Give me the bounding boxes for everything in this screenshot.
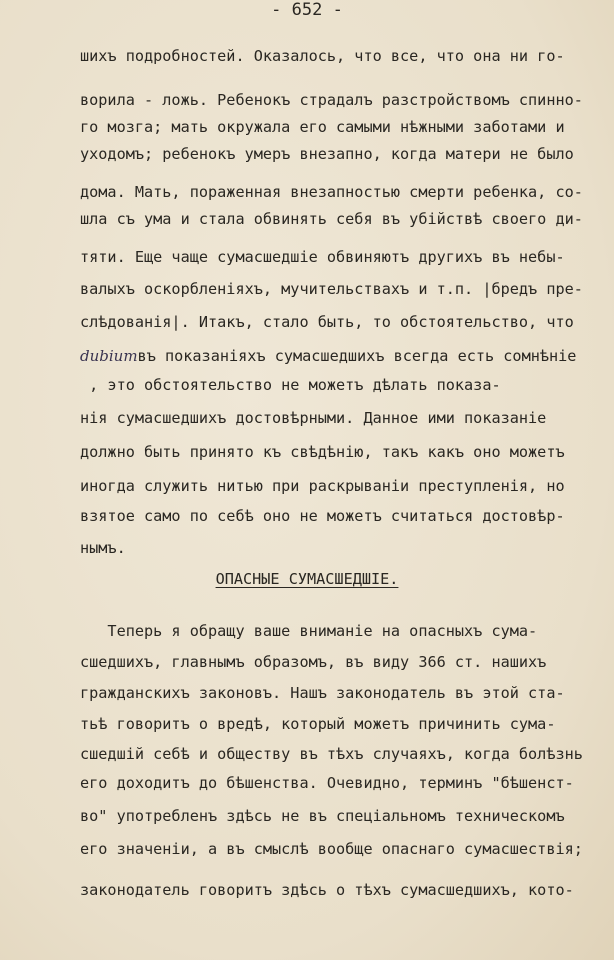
text-line: слѣдованія|. Итакъ, стало быть, то обстоятельство, что [80, 313, 574, 331]
text-line: гражданскихъ законовъ. Нашъ законодатель въ этой ста- [80, 684, 565, 702]
text-line: го мозга; мать окружала его самыми нѣжными заботами и [80, 118, 565, 136]
text-line: валыхъ оскорбленіяхъ, мучительствахъ и т.п. |бредъ пре- [80, 280, 583, 298]
text-line: тяти. Еще чаще сумасшедшіе обвиняютъ другихъ въ небы- [80, 248, 565, 266]
text-line: законодатель говоритъ здѣсь о тѣхъ сумасшедшихъ, кото- [80, 881, 574, 899]
text-line: уходомъ; ребенокъ умеръ внезапно, когда матери не было [80, 145, 574, 163]
text-line: шихъ подробностей. Оказалось, что все, что она ни го- [80, 47, 565, 65]
text-line: dubiumвъ показаніяхъ сумасшедшихъ всегда есть сомнѣніе [80, 347, 577, 365]
text-line: должно быть принято къ свѣдѣнію, такъ какъ оно можетъ [80, 443, 565, 461]
text-line: взятое само по себѣ оно не можетъ считаться достовѣр- [80, 507, 565, 525]
text-line: ворила - ложь. Ребенокъ страдалъ разстройствомъ спинно- [80, 91, 583, 109]
section-heading: ОПАСНЫЕ СУМАСШЕДШІЕ. [215, 570, 399, 588]
text-line: его доходитъ до бѣшенства. Очевидно, терминъ "бѣшенст- [80, 774, 574, 792]
handwritten-insertion: dubium [80, 347, 138, 365]
page-number: - 652 - [271, 0, 343, 20]
text-line: его значеніи, а въ смыслѣ вообще опаснаго сумасшествія; [80, 840, 583, 858]
text-line: нымъ. [80, 539, 126, 557]
text-line: , это обстоятельство не можетъ дѣлать показа- [80, 376, 501, 394]
text-line: иногда служить нитью при раскрываніи преступленія, но [80, 477, 565, 495]
text-line: во" употребленъ здѣсь не въ спеціальномъ техническомъ [80, 807, 565, 825]
text-line: сшедшихъ, главнымъ образомъ, въ виду 366 ст. нашихъ [80, 653, 547, 671]
text-line: Теперь я обращу ваше вниманіе на опасныхъ сума- [80, 622, 538, 640]
text-line: дома. Мать, пораженная внезапностью смерти ребенка, со- [80, 183, 583, 201]
text-line: тьѣ говоритъ о вредѣ, который можетъ причинить сума- [80, 715, 556, 733]
text-line: сшедшій себѣ и обществу въ тѣхъ случаяхъ, когда болѣзнь [80, 745, 583, 763]
text-line: нія сумасшедшихъ достовѣрными. Данное ими показаніе [80, 409, 547, 427]
text-line: шла съ ума и стала обвинять себя въ убійствѣ своего ди- [80, 210, 583, 228]
